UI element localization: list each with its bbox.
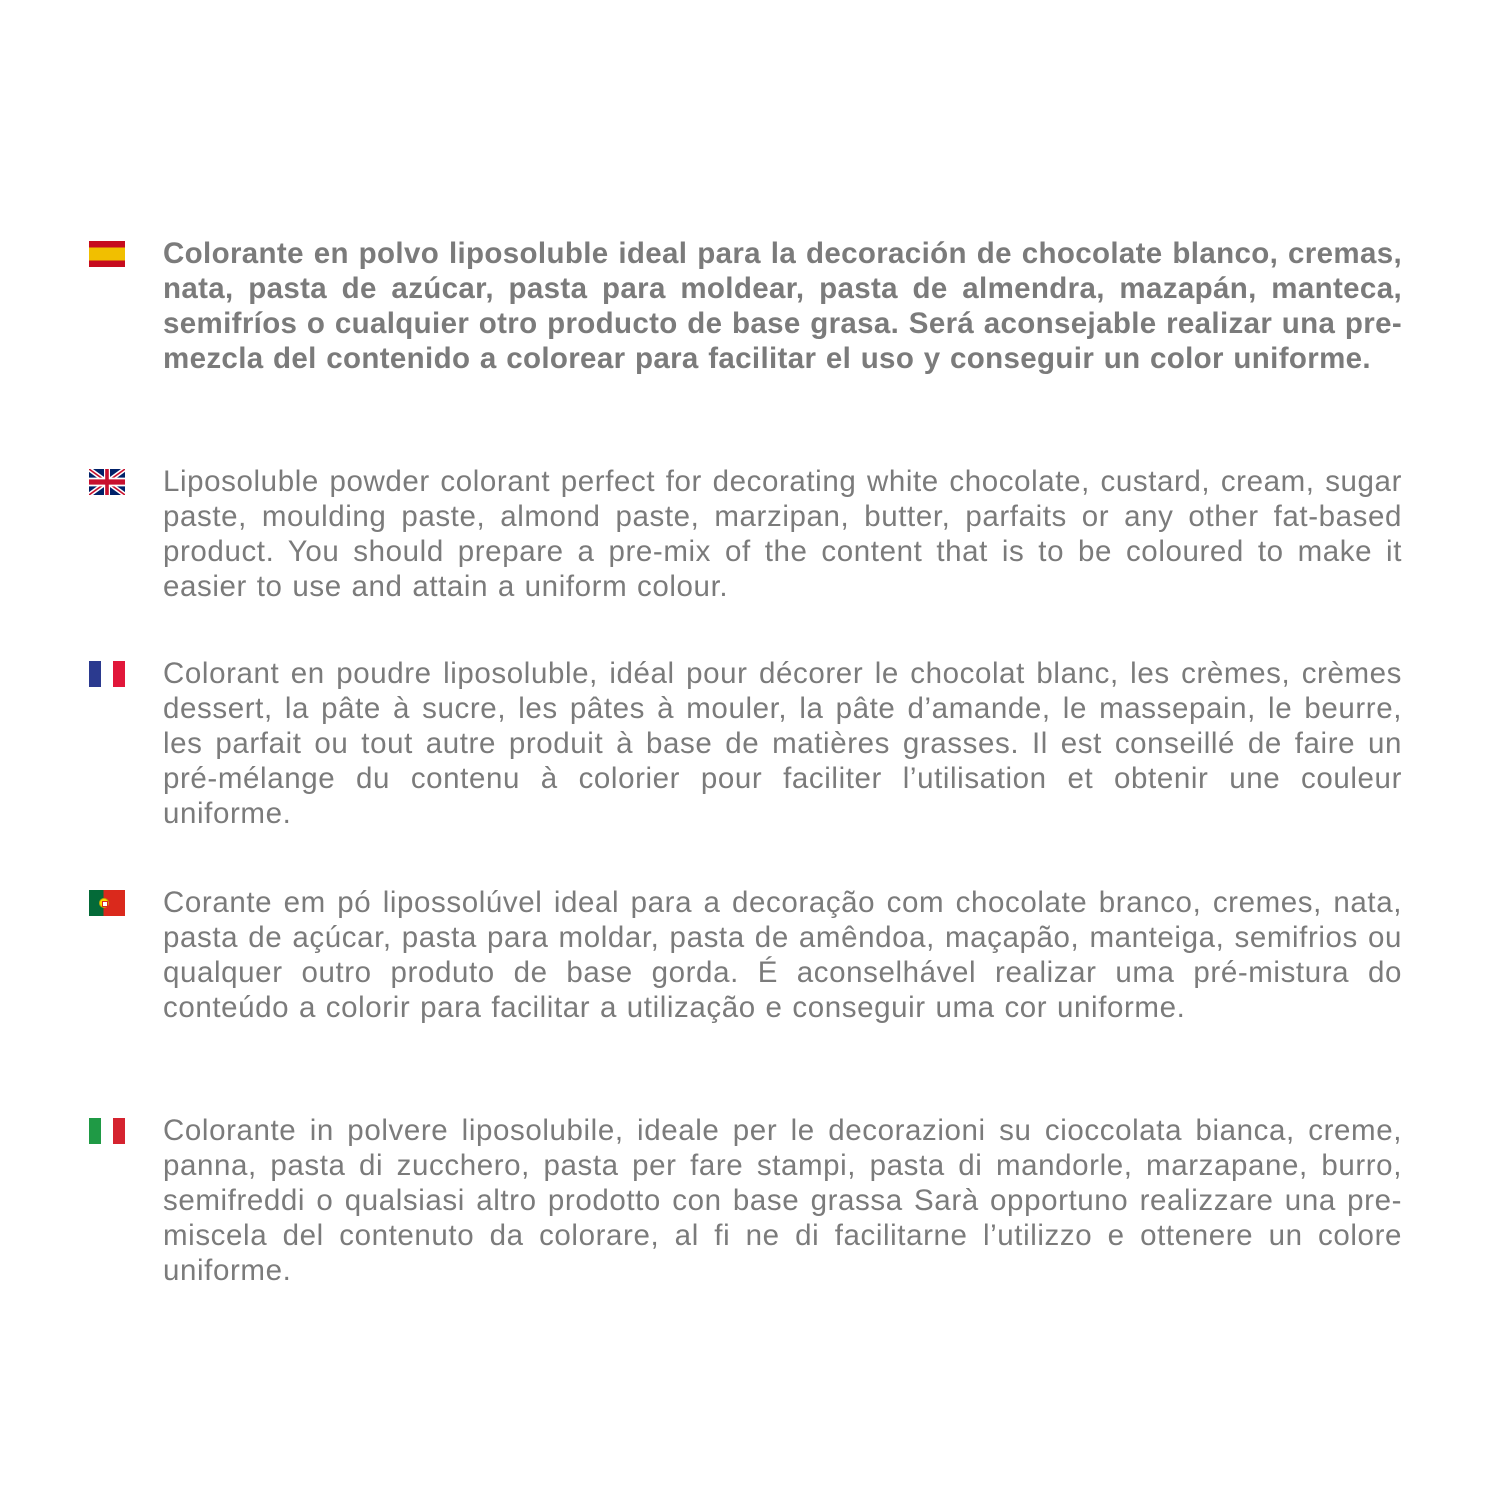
description-english: Liposoluble powder colorant perfect for decorating white chocolate, custard, cream, sugar paste, moulding paste, almond paste, marzipan, butter, parfaits or any other fat-based product. You should prepare a pre-mix of the content that is to be coloured to make it easier to use and attain a uniform colour. xyxy=(163,465,1402,603)
portugal-flag-icon xyxy=(89,890,125,916)
spain-flag-icon xyxy=(89,241,125,267)
description-italian: Colorante in polvere liposolubile, ideale per le decorazioni su cioccolata bianca, creme, panna, pasta di zucchero, pasta per fare stampi, pasta di mandorle, marzapane, burro, semifreddi o qualsiasi altro prodotto con base grassa Sarà opportuno realizzare una pre-miscela del contenuto da colorare, al fi ne di facilitarne l’utilizzo e ottenere un colore uniforme. xyxy=(163,1114,1402,1287)
flag-stripe-white xyxy=(101,1118,113,1144)
flag-stripe-red xyxy=(113,1118,125,1144)
description-french: Colorant en poudre liposoluble, idéal pour décorer le chocolat blanc, les crèmes, crèmes dessert, la pâte à sucre, les pâtes à mouler, la pâte d’amande, le massepain, le beurre, les parfait ou tout autre produit à base de matières grasses. Il est conseillé de faire un pré-mélange du contenu à colorier pour faciliter l’utilisation et obtenir une couleur uniforme. xyxy=(163,657,1402,830)
description-spanish: Colorante en polvo liposoluble ideal para la decoración de chocolate blanco, cremas, nata, pasta de azúcar, pasta para moldear, pasta de almendra, mazapán, manteca, semifríos o cualquier otro producto de base grasa. Será aconsejable realizar una pre-mezcla del contenido a colorear para facilitar el uso y conseguir un color uniforme. xyxy=(163,237,1402,375)
portugal-emblem-icon xyxy=(99,898,109,908)
uk-flag-graphic xyxy=(89,469,125,495)
france-flag-icon xyxy=(89,661,125,687)
flag-stripe-red xyxy=(113,661,125,687)
italy-flag-icon xyxy=(89,1118,125,1144)
flag-stripe-white xyxy=(101,661,113,687)
description-portuguese: Corante em pó lipossolúvel ideal para a decoração com chocolate branco, cremes, nata, pasta de açúcar, pasta para moldar, pasta de amêndoa, maçapão, manteiga, semifrios ou qualquer outro produto de base gorda. É aconselhável realizar uma pré-mistura do conteúdo a colorir para facilitar a utilização e conseguir uma cor uniforme. xyxy=(163,886,1402,1024)
flag-stripe-green xyxy=(89,1118,101,1144)
flag-stripe-blue xyxy=(89,661,101,687)
uk-flag-icon xyxy=(89,469,125,495)
